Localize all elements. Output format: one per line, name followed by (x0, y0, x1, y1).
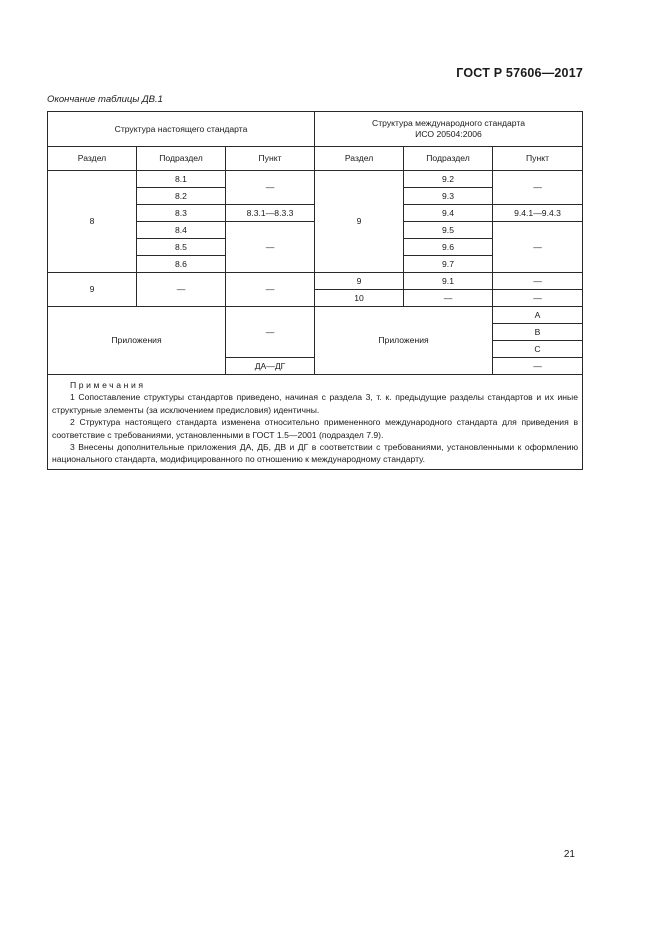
left-clause-cell: — (226, 273, 315, 307)
right-appendix-a: A (493, 307, 583, 324)
right-clause-cell: — (493, 273, 583, 290)
note-1: 1 Сопоставление структуры стандартов приведено, начиная с раздела 3, т. к. предыдущие разделы стандартов и их иные структурные элементы (за исключением предисловия) идентичны. (52, 392, 579, 415)
left-appendices-label: Приложения (48, 307, 226, 375)
comparison-table (47, 111, 583, 470)
right-appendices-label: Приложения (315, 307, 493, 375)
left-subsection-cell: 8.2 (137, 188, 226, 205)
right-subsection-cell: 9.3 (404, 188, 493, 205)
page-number: 21 (563, 849, 575, 860)
table-caption: Окончание таблицы ДВ.1 (47, 94, 163, 105)
right-subsection-cell: — (404, 290, 493, 307)
right-appendix-c: C (493, 341, 583, 358)
right-appendix-dash: — (493, 358, 583, 375)
right-clause-cell: — (493, 290, 583, 307)
left-section-8: 8 (48, 171, 137, 273)
right-clause-cell: — (493, 222, 583, 273)
col-header-clause-left: Пункт (226, 147, 315, 171)
left-subsection-cell: 8.3 (137, 205, 226, 222)
left-subsection-cell: 8.5 (137, 239, 226, 256)
col-header-section-right: Раздел (315, 147, 404, 171)
header-current-standard: Структура настоящего стандарта (48, 112, 315, 147)
note-2: 2 Структура настоящего стандарта изменена относительно примененного международного стандарта для приведения в соответствие с требованиями, установленными в ГОСТ 1.5—2001 (подраздел 7.9). (52, 417, 579, 440)
right-subsection-cell: 9.2 (404, 171, 493, 188)
col-header-section-left: Раздел (48, 147, 137, 171)
notes-title: Примечания (70, 380, 146, 390)
right-subsection-cell: 9.5 (404, 222, 493, 239)
note-3: 3 Внесены дополнительные приложения ДА, ДБ, ДВ и ДГ в соответствии с требованиями, установленными к оформлению национального стандарта, модифицированного по отношению к международному стандарту. (52, 442, 579, 465)
right-section-9: 9 (315, 171, 404, 273)
header-intl-line1: Структура международного стандарта (372, 118, 526, 128)
left-subsection-cell: 8.1 (137, 171, 226, 188)
header-intl-line2: ИСО 20504:2006 (415, 129, 482, 139)
left-clause-cell: 8.3.1—8.3.3 (226, 205, 315, 222)
header-international-standard (315, 112, 583, 147)
left-clause-cell: — (226, 222, 315, 273)
table-notes (48, 375, 583, 470)
right-subsection-cell: 9.6 (404, 239, 493, 256)
left-subsection-cell: — (137, 273, 226, 307)
left-clause-cell: — (226, 171, 315, 205)
right-appendix-b: B (493, 324, 583, 341)
left-appendix-range: ДА—ДГ (226, 358, 315, 375)
right-subsection-cell: 9.7 (404, 256, 493, 273)
right-clause-cell: — (493, 171, 583, 205)
left-appendix-clause: — (226, 307, 315, 358)
right-subsection-cell: 9.4 (404, 205, 493, 222)
col-header-subsection-left: Подраздел (137, 147, 226, 171)
col-header-subsection-right: Подраздел (404, 147, 493, 171)
right-section-cell: 9 (315, 273, 404, 290)
col-header-clause-right: Пункт (493, 147, 583, 171)
right-clause-cell: 9.4.1—9.4.3 (493, 205, 583, 222)
left-subsection-cell: 8.4 (137, 222, 226, 239)
document-code: ГОСТ Р 57606—2017 (456, 66, 583, 80)
right-section-cell: 10 (315, 290, 404, 307)
left-subsection-cell: 8.6 (137, 256, 226, 273)
left-section-9: 9 (48, 273, 137, 307)
right-subsection-cell: 9.1 (404, 273, 493, 290)
